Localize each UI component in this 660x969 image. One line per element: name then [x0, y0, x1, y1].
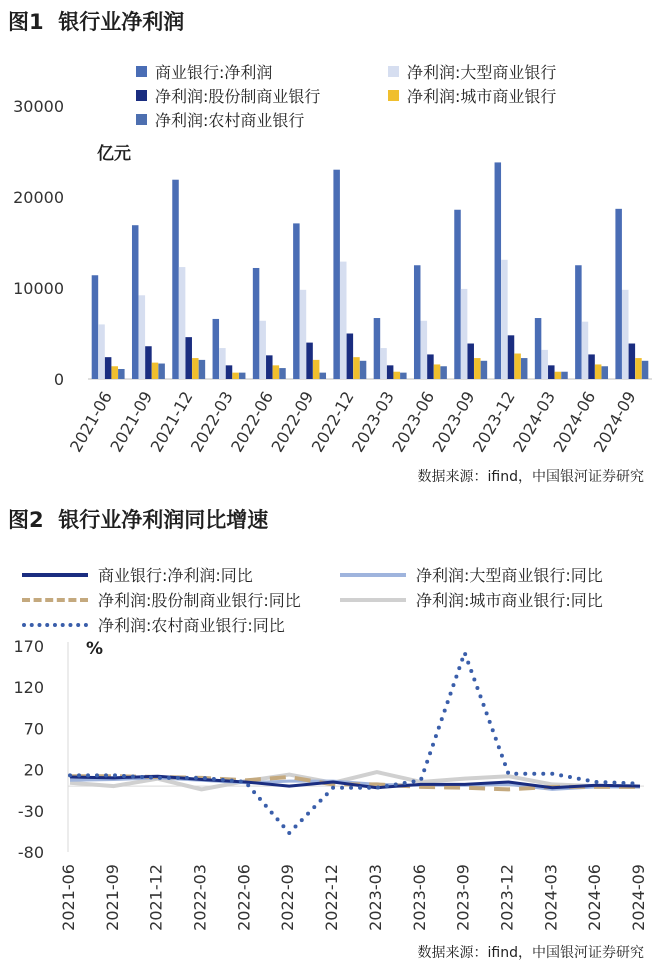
x-tick-label: 2021-09 — [102, 864, 122, 931]
x-tick-label: 2022-12 — [307, 388, 358, 456]
x-tick-label: 2023-12 — [497, 864, 517, 931]
y-tick-label: 10000 — [13, 279, 64, 298]
figure2-unit-label: % — [86, 639, 104, 659]
x-tick-label: 2023-03 — [348, 388, 398, 456]
legend-item-rural-yoy: 净利润:农村商业银行:同比 — [22, 613, 285, 636]
x-tick-label: 2021-09 — [106, 388, 157, 456]
x-tick-label: 2023-06 — [409, 864, 429, 931]
figure2-source: 数据来源：ifind，中国银河证券研究 — [417, 945, 644, 961]
x-tick-label: 2024-06 — [585, 864, 605, 931]
y-tick-label: 70 — [23, 719, 44, 739]
x-tick-label: 2022-09 — [267, 388, 318, 456]
x-tick-label: 2022-03 — [190, 864, 210, 931]
x-tick-label: 2023-06 — [388, 388, 439, 456]
x-tick-label: 2021-06 — [59, 864, 78, 931]
y-tick-label: 120 — [13, 678, 44, 698]
y-tick-label: 20 — [23, 760, 44, 780]
y-tick-label: 170 — [13, 637, 44, 656]
x-tick-label: 2022-03 — [186, 388, 237, 456]
y-tick-label: 0 — [53, 370, 64, 389]
legend-item-joint-stock-banks: 净利润:股份制商业银行 — [136, 84, 320, 107]
series-line — [70, 653, 640, 833]
legend-item-large-banks: 净利润:大型商业银行 — [388, 60, 556, 83]
y-tick-label: 30000 — [13, 97, 64, 116]
figure1-source: 数据来源：ifind，中国银河证券研究 — [417, 469, 644, 485]
figure2-title: 图2 银行业净利润同比增速 — [8, 508, 269, 532]
x-tick-label: 2022-09 — [278, 864, 298, 931]
x-tick-label: 2024-03 — [509, 388, 560, 456]
x-tick-label: 2023-03 — [365, 864, 385, 931]
x-tick-label: 2024-06 — [549, 388, 600, 456]
x-tick-label: 2024-09 — [589, 388, 640, 456]
y-tick-label: 20000 — [13, 188, 64, 207]
legend-item-rural-banks: 净利润:农村商业银行 — [136, 108, 304, 131]
legend-item-joint-stock-yoy: 净利润:股份制商业银行:同比 — [22, 588, 301, 611]
legend-item-commercial-yoy: 商业银行:净利润:同比 — [22, 563, 253, 586]
x-tick-label: 2023-09 — [453, 864, 473, 931]
x-tick-label: 2021-12 — [146, 864, 166, 931]
legend-item-city-banks: 净利润:城市商业银行 — [388, 84, 556, 107]
legend-item-large-yoy: 净利润:大型商业银行:同比 — [340, 563, 603, 586]
legend-item-commercial-banks: 商业银行:净利润 — [136, 60, 272, 83]
x-tick-label: 2023-09 — [428, 388, 479, 456]
x-tick-label: 2021-06 — [66, 388, 116, 456]
x-tick-label: 2022-12 — [322, 864, 342, 931]
figure1-title: 图1 银行业净利润 — [8, 10, 185, 34]
x-tick-label: 2021-12 — [146, 388, 197, 456]
y-tick-label: -80 — [17, 843, 44, 862]
x-tick-label: 2023-12 — [468, 388, 519, 456]
x-tick-label: 2022-06 — [227, 388, 278, 456]
figure1-unit-label: 亿元 — [97, 144, 131, 164]
x-tick-label: 2024-09 — [629, 864, 648, 931]
legend-item-city-yoy: 净利润:城市商业银行:同比 — [340, 588, 603, 611]
x-tick-label: 2024-03 — [541, 864, 561, 931]
x-tick-label: 2022-06 — [234, 864, 254, 931]
y-tick-label: -30 — [17, 801, 44, 821]
